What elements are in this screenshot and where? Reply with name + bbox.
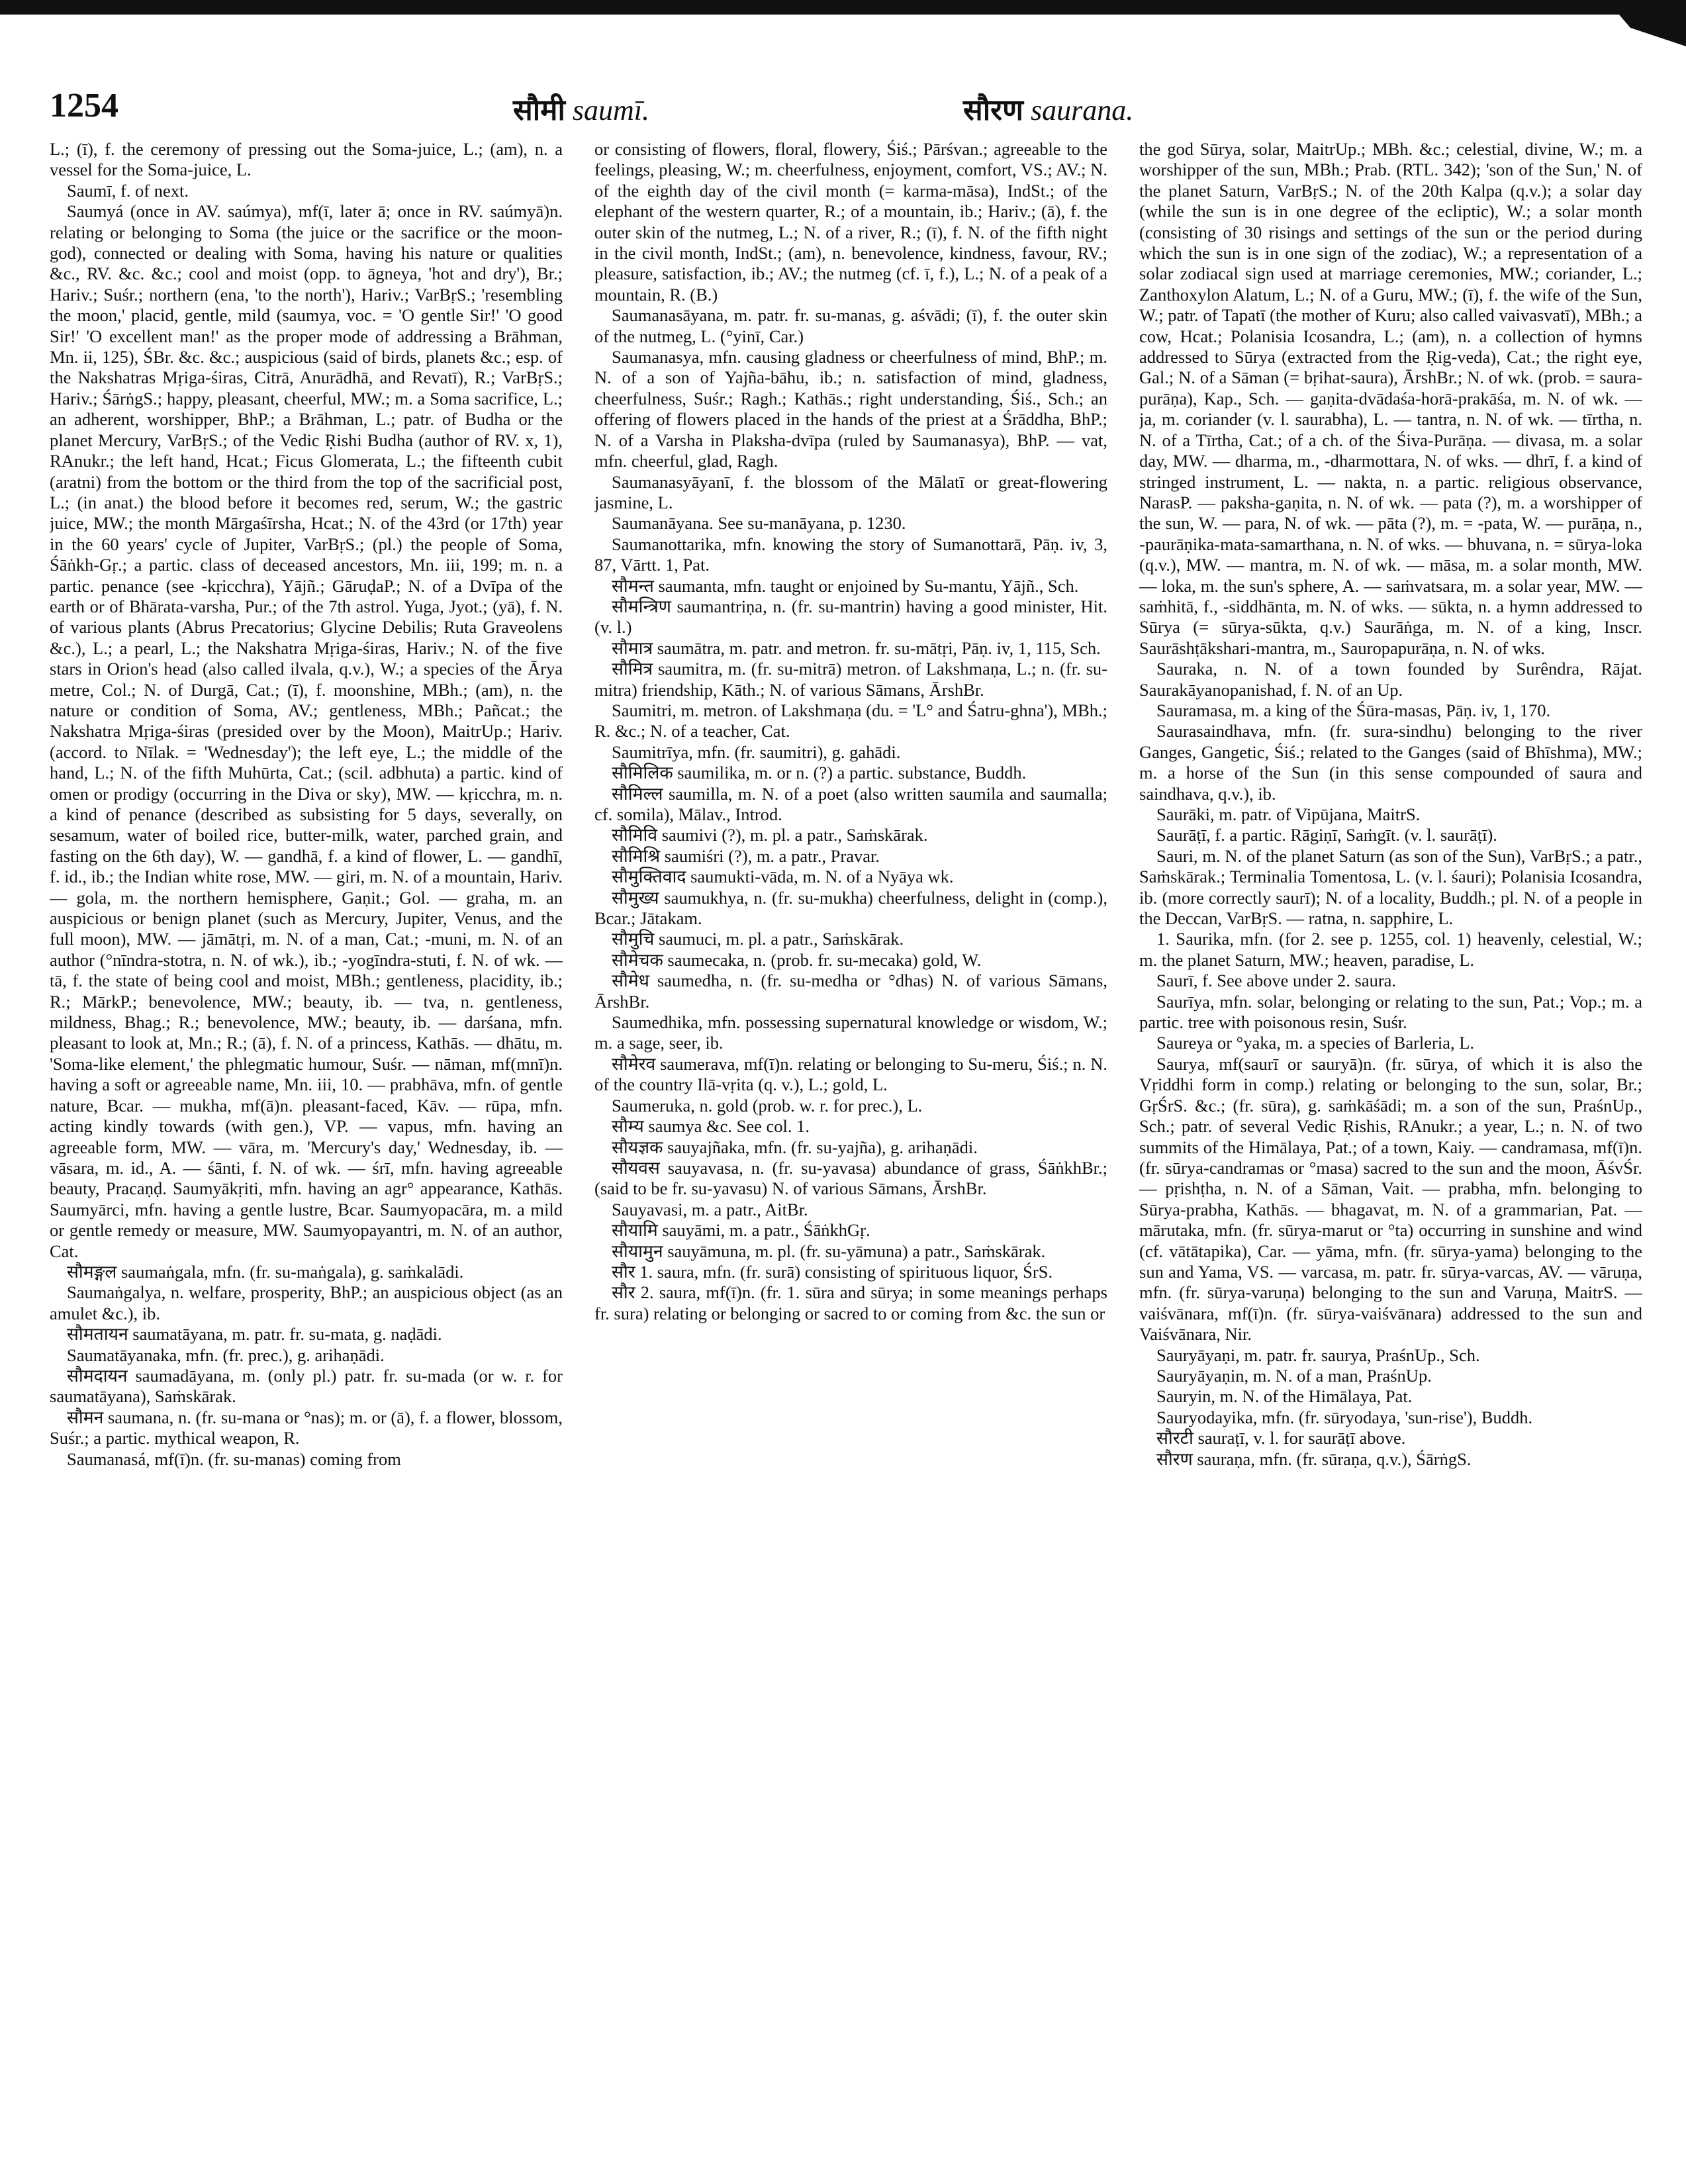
dictionary-entry: Sauraka, n. N. of a town founded by Surêndra, Rājat. Saurakāyanopanishad, f. N. of an Up. bbox=[1139, 659, 1642, 700]
dictionary-entry: सौमङ्गल saumaṅgala, mfn. (fr. su-maṅgala), g. saṁkalādi. bbox=[67, 1261, 464, 1282]
dictionary-entry: Saumanasá, mf(ī)n. (fr. su-manas) coming from bbox=[67, 1448, 401, 1469]
dictionary-entry: Sauryāyaṇi, m. patr. fr. saurya, PraśnUp., Sch. bbox=[1156, 1345, 1480, 1365]
dictionary-entry: Sauramasa, m. a king of the Śūra-masas, Pāṇ. iv, 1, 170. bbox=[1156, 700, 1551, 720]
dictionary-entry: Sauri, m. N. of the planet Saturn (as son of the Sun), VarBṛS.; a patr., Saṁskārak.; Terminalia Tomentosa, L. (v. l. śauri); Polanisia Icosandra, ib. (more correctly saurī); N. of a locality, Buddh.; pl. N. of a people in the Deccan, VarBṛS. — ratna, n. sapphire, L. bbox=[1139, 845, 1642, 929]
dictionary-entry: Saurāṭī, f. a partic. Rāgiṇī, Saṁgīt. (v. l. saurāṭī). bbox=[1156, 825, 1497, 845]
dictionary-entry: सौर 2. saura, mf(ī)n. (fr. 1. sūra and sūrya; in some meanings perhaps fr. sura) relating or belonging or sacred to or coming from &c. the sun or bbox=[594, 1282, 1107, 1323]
dictionary-entry: सौमतायन saumatāyana, m. patr. fr. su-mata, g. naḍādi. bbox=[67, 1324, 442, 1345]
dictionary-entry: Saurī, f. See above under 2. saura. bbox=[1156, 971, 1397, 991]
dictionary-entry: the god Sūrya, solar, MaitrUp.; MBh. &c.; celestial, divine, W.; m. a worshipper of the sun, MBh.; Prab. (RTL. 342); 'son of the Sun,' N. of the planet Saturn, VarBṛS.; N. of the 20th Kalpa (q.v.); a solar day (while the sun is in one degree of the ecliptic), W.; a solar month (consisting of 30 risings and settings of the sun or the period during which the sun is in one sign of the zodiac), W.; a representation of a solar zodiacal sign used at marriage ceremonies, MW.; coriander, L.; Zanthoxylon Alatum, L.; N. of a Guru, MW.; (ī), f. the wife of the Sun, W.; patr. of Tapatī (the mother of Kuru; also called vaivasvatī), MBh.; a cow, Hcat.; Polanisia Icosandra, L.; (am), n. a collection of hymns addressed to Sūrya (extracted from the Ṛig-veda), Cat.; the right eye, Gal.; N. of a Sāman (= bṛihat-saura), ĀrshBr.; N. of wk. (prob. = saura-purāṇa), Kap., Sch. — gaṇita-dvādaśa-horā-prakāśa, m. N. of wk. — ja, m. coriander (v. l. saurabha), L. — tantra, n. N. of wk. — tīrtha, n. N. of a Tīrtha, Cat.; of a ch. of the Śiva-Purāṇa. — divasa, m. a solar day, MW. — dharma, m., -dharmottara, N. of wks. — dhrī, f. a kind of stringed instrument, L. — nakta, n. a partic. religious observance, NarasP. — paksha-gaṇita, n. N. of wk. — pata (?), m. a worshipper of the sun, W. — para, N. of wk. — pāta (?), m. = -pata, W. — purāṇa, n., -paurāṇika-mata-samarthana, n. N. of wks. — bhuvana, n. = sūrya-loka (q.v.), MW. — mantra, m. N. of wk. — māsa, m. a solar month, MW. — loka, m. the sun's sphere, A. — saṁvatsara, m. a solar year, MW. — saṁhitā, f., -siddhānta, m. N. of wks. — sūkta, n. a hymn addressed to Sūrya (= sūrya-sūkta, q.v.) Saurāṅga, m. N. of a king, Inscr. Saurāshṭākshari-mantra, m., Sauropapurāṇa, n. N. of wks. bbox=[1139, 139, 1642, 658]
dictionary-columns bbox=[50, 139, 1642, 2145]
dictionary-entry: सौमेचक saumecaka, n. (prob. fr. su-mecaka) gold, W. bbox=[612, 949, 982, 970]
dictionary-entry: or consisting of flowers, floral, flowery, Śiś.; Pārśvan.; agreeable to the feelings, pleasing, W.; m. cheerfulness, enjoyment, comfort, VS.; AV.; N. of the eighth day of the civil month (= karma-māsa), IndSt.; of the elephant of the western quarter, R.; of a mountain, ib.; Hariv.; (ā), f. the outer skin of the nutmeg, L.; N. of a river, R.; (ī), f. N. of the fifth night in the civil month, IndSt.; (am), n. benevolence, kindness, favour, RV.; pleasure, satisfaction, ib.; AV.; the nutmeg (cf. ī, f.), L.; N. of a peak of a mountain, R. (B.) bbox=[594, 139, 1107, 305]
dictionary-entry: Saumanottarika, mfn. knowing the story of Sumanottarā, Pāṇ. iv, 3, 87, Vārtt. 1, Pat. bbox=[594, 534, 1107, 575]
dictionary-entry: सौमुचि saumuci, m. pl. a patr., Saṁskārak. bbox=[612, 929, 904, 949]
dictionary-entry: सौमन्त saumanta, mfn. taught or enjoined by Su-mantu, Yājñ., Sch. bbox=[612, 575, 1079, 596]
dictionary-entry: सौम्य saumya &c. See col. 1. bbox=[612, 1116, 810, 1137]
column-3 bbox=[1139, 139, 1642, 2145]
right-guide-roman: saurana. bbox=[1030, 94, 1134, 126]
dictionary-entry: Sauryodayika, mfn. (fr. sūryodaya, 'sun-rise'), Buddh. bbox=[1156, 1407, 1533, 1427]
left-guide-word bbox=[513, 89, 649, 128]
dictionary-entry: सौमन saumana, n. (fr. su-mana or °nas); m. or (ā), f. a flower, blossom, Suśr.; a partic. mythical weapon, R. bbox=[50, 1407, 563, 1448]
dictionary-entry: Sauryāyaṇin, m. N. of a man, PraśnUp. bbox=[1156, 1365, 1432, 1386]
dictionary-entry: सौमेरव saumerava, mf(ī)n. relating or belonging to Su-meru, Śiś.; n. N. of the country Ilā-vṛita (q. v.), L.; gold, L. bbox=[594, 1053, 1107, 1095]
left-guide-roman: saumī. bbox=[572, 94, 649, 126]
page-number: 1254 bbox=[50, 87, 118, 124]
dictionary-entry: सौयवस sauyavasa, n. (fr. su-yavasa) abundance of grass, ŚāṅkhBr.; (said to be fr. su-yavasu) N. of various Sāmans, ĀrshBr. bbox=[594, 1157, 1107, 1199]
dictionary-entry: Saumī, f. of next. bbox=[67, 180, 189, 201]
dictionary-entry: Saumitrīya, mfn. (fr. saumitri), g. gahādi. bbox=[612, 741, 901, 762]
right-guide-word bbox=[963, 89, 1133, 128]
dictionary-entry: सौरण sauraṇa, mfn. (fr. sūraṇa, q.v.), ŚārṅgS. bbox=[1156, 1448, 1472, 1469]
dictionary-entry: Saumedhika, mfn. possessing supernatural knowledge or wisdom, W.; m. a sage, seer, ib. bbox=[594, 1012, 1107, 1053]
corner-mark bbox=[1607, 0, 1686, 46]
dictionary-entry: सौमन्त्रिण saumantriṇa, n. (fr. su-mantrin) having a good minister, Hit. (v. l.) bbox=[594, 596, 1107, 638]
dictionary-entry: Sauryin, m. N. of the Himālaya, Pat. bbox=[1156, 1386, 1413, 1407]
dictionary-entry: सौमेध saumedha, n. (fr. su-medha or °dhas) N. of various Sāmans, ĀrshBr. bbox=[594, 971, 1107, 1012]
dictionary-entry: सौमिवि saumivi (?), m. pl. a patr., Saṁskārak. bbox=[612, 825, 928, 845]
dictionary-entry: सौर 1. saura, mfn. (fr. surā) consisting of spirituous liquor, ŚrS. bbox=[612, 1261, 1053, 1282]
dictionary-entry: Saumyá (once in AV. saúmya), mf(ī, later ā; once in RV. saúmyā)n. relating or belonging to Soma (the juice or the sacrifice or the moon-god), connected or dealing with Soma, having his nature or qualities &c., RV. &c. &c.; cool and moist (opp. to āgneya, 'hot and dry'), Br.; Hariv.; Suśr.; northern (ena, 'to the north'), Hariv.; VarBṛS.; 'resembling the moon,' placid, gentle, mild (saumya, voc. = 'O gentle Sir!' 'O good Sir!' 'O excellent man!' as the proper mode of addressing a Brāhman, Mn. ii, 125), ŚBr. &c. &c.; auspicious (said of birds, planets &c.; esp. of the Nakshatras Mṛiga-śiras, Citrā, Anurādhā, and Revatī), R.; VarBṛS.; Hariv.; ŚārṅgS.; happy, pleasant, cheerful, MW.; m. a Soma sacrifice, L.; an adherent, worshipper, BhP.; a Brāhman, L.; patr. of Budha or the planet Mercury, VarBṛS.; of the Vedic Ṛishi Budha (author of RV. x, 1), RAnukr.; the left hand, Hcat.; Ficus Glomerata, L.; the fifteenth cubit (aratni) from the bottom or the third from the top of the sacrificial post, L.; (in anat.) the blood before it becomes red, serum, W.; the gastric juice, MW.; the month Mārgaśīrsha, Hcat.; N. of the 43rd (or 17th) year in the 60 years' cycle of Jupiter, VarBṛS.; (pl.) the people of Soma, Śāṅkh-Gṛ.; a partic. class of deceased ancestors, Mn. iii, 199; m. n. a partic. penance (see -kṛicchra), Yājñ.; GāruḍaP.; N. of a Dvīpa of the earth or of Bhārata-varsha, Pur.; of the 7th astrol. Yuga, Jyot.; (yā), f. N. of various plants (Abrus Precatorius; Glycine Debilis; Ruta Graveolens &c.), L.; a pearl, L.; the Nakshatra Mṛiga-śiras, Hariv.; N. of the five stars in Orion's head (also called ilvala, q.v.), W.; a species of the Ārya metre, Col.; N. of Durgā, Cat.; (ī), f. moonshine, MBh.; (am), n. the nature or condition of Soma, AV.; gentleness, MBh.; Pañcat.; the Nakshatra Mṛiga-śiras (presided over by the Moon), MaitrUp.; Hariv. (accord. to Nīlak. = 'Wednesday'); the left eye, L.; the middle of the hand, L.; N. of the fifth Muhūrta, Cat.; (scil. adbhuta) a partic. kind of omen or prodigy (occurring in the Diva or sky), MW. — kṛicchra, m. n. a kind of penance (described as subsisting for 5 days, severally, on sesamum, water of boiled rice, butter-milk, water, parched grain, and fasting on the 6th day), W. — gandhā, f. a kind of flower, L. — gandhī, f. id., ib.; the Indian white rose, MW. — giri, m. N. of a mountain, Hariv. — gola, m. the northern hemisphere, Gaṇit.; Gol. — graha, m. an auspicious or benign planet (such as Mercury, Jupiter, Venus, and the full moon), MW. — jāmātṛi, m. N. of a man, Cat.; -muni, m. N. of an author (°nīndra-stotra, n. N. of wk.), ib.; -yogīndra-stuti, f. N. of wk. — tā, f. the state of being cool and moist, MBh.; gentleness, placidity, ib.; R.; MārkP.; benevolence, MW.; beauty, ib. — tva, n. gentleness, mildness, Bhag.; R.; benevolence, MW.; beauty, ib. — darśana, mfn. pleasant to look at, Mn.; R.; (ā), f. N. of a princess, Kathās. — dhātu, m. 'Soma-like element,' the phlegmatic humour, Suśr. — nāman, mf(mnī)n. having a soft or agreeable name, Mn. iii, 10. — prabhāva, mfn. of gentle nature, Bcar. — mukha, mf(ā)n. pleasant-faced, Kāv. — rūpa, mfn. acting kindly towards (with gen.), VP. — vapus, mfn. having an agreeable form, MW. — vāra, m. 'Mercury's day,' Wednesday, ib. — vāsara, m. id., A. — śānti, f. N. of wk. — śrī, mfn. having agreeable beauty, Pracaṇḍ. Saumyākṛiti, mfn. having an agr° appearance, Kathās. Saumyārci, mfn. having a gentle lustre, Bcar. Saumyopacāra, m. a mild or gentle remedy or measure, MW. Saumyopayantri, m. N. of an author, Cat. bbox=[50, 201, 563, 1261]
dictionary-entry: Saumanasāyana, m. patr. fr. su-manas, g. aśvādi; (ī), f. the outer skin of the nutmeg, L. (°yinī, Car.) bbox=[594, 305, 1107, 346]
dictionary-entry: Saurya, mf(saurī or sauryā)n. (fr. sūrya, of which it is also the Vṛiddhi form in comp.) relating or belonging to the sun, solar, Br.; GṛŚrS. &c.; (fr. sūra), g. saṁkāśādi; m. a son of the sun, PraśnUp., Sch.; patr. of several Vedic Ṛishis, RAnukr.; a year, L.; n. N. of two summits of the Himālaya, Pat.; of a town, Kaiy. — candramasa, mf(ī)n. (fr. sūrya-candramas or °masa) sacred to the sun and the moon, ĀśvŚr. — pṛishṭha, n. N. of a Sāman, Vait. — prabha, mfn. belonging to Sūrya-prabha, Kathās. — bhagavat, m. N. of a grammarian, Pat. — mārutaka, mfn. (fr. sūrya-marut or °ta) occurring in sunshine and wind (cf. vātātapika), Car. — yāma, mfn. (fr. sūrya-yama) belonging to the sun and Yama, VS. — varcasa, m. patr. fr. sūrya-varcas, AV. — vāruṇa, mfn. (fr. sūrya-varuṇa) belonging to the sun and Varuṇa, MaitrS. — vaiśvānara, mf(ī)n. (fr. sūrya-vaiśvānara) addressed to the sun and Vaiśvānara, Nir. bbox=[1139, 1053, 1642, 1345]
right-guide-devanagari: सौरण bbox=[963, 94, 1023, 126]
dictionary-entry: सौमुख्य saumukhya, n. (fr. su-mukha) cheerfulness, delight in (comp.), Bcar.; Jātakam. bbox=[594, 887, 1107, 929]
dictionary-entry: Saumanasya, mfn. causing gladness or cheerfulness of mind, BhP.; m. N. of a son of Yajña-bāhu, ib.; n. satisfaction of mind, gladness, cheerfulness, Suśr.; Ragh.; Kathās.; right understanding, Śiś., Sch.; an offering of flowers placed in the hands of the priest at a Śrāddha, BhP.; N. of a Varsha in Plaksha-dvīpa (ruled by Saumanasya), BhP. — vat, mfn. cheerful, glad, Ragh. bbox=[594, 347, 1107, 471]
column-1 bbox=[50, 139, 563, 2145]
dictionary-entry: सौयज्ञक sauyajñaka, mfn. (fr. su-yajña), g. arihaṇādi. bbox=[612, 1137, 978, 1157]
dictionary-entry: सौमुक्तिवाद saumukti-vāda, m. N. of a Nyāya wk. bbox=[612, 867, 954, 887]
top-border-bar bbox=[0, 0, 1686, 15]
dictionary-entry: Saumatāyanaka, mfn. (fr. prec.), g. arihaṇādi. bbox=[67, 1345, 385, 1365]
column-2 bbox=[594, 139, 1107, 2145]
dictionary-entry: Saumanāyana. See su-manāyana, p. 1230. bbox=[612, 513, 906, 534]
dictionary-entry: Sauyavasi, m. a patr., AitBr. bbox=[612, 1199, 808, 1219]
dictionary-entry: Saumaṅgalya, n. welfare, prosperity, BhP.; an auspicious object (as an amulet &c.), ib. bbox=[50, 1282, 563, 1323]
dictionary-entry: सौयामि sauyāmi, m. a patr., ŚāṅkhGṛ. bbox=[612, 1220, 870, 1241]
dictionary-entry: सौयामुन sauyāmuna, m. pl. (fr. su-yāmuna) a patr., Saṁskārak. bbox=[612, 1241, 1046, 1261]
dictionary-entry: सौमिल्ल saumilla, m. N. of a poet (also written saumila and saumalla; cf. somila), Mālav., Introd. bbox=[594, 783, 1107, 824]
dictionary-entry: सौमात्र saumātra, m. patr. and metron. fr. su-mātṛi, Pāṇ. iv, 1, 115, Sch. bbox=[612, 638, 1101, 658]
dictionary-entry: Saureya or °yaka, m. a species of Barleria, L. bbox=[1156, 1033, 1475, 1053]
dictionary-entry: सौमित्र saumitra, m. (fr. su-mitrā) metron. of Lakshmaṇa, L.; n. (fr. su-mitra) friendship, Kāth.; N. of various Sāmans, ĀrshBr. bbox=[594, 659, 1107, 700]
dictionary-entry: Saumeruka, n. gold (prob. w. r. for prec.), L. bbox=[612, 1095, 923, 1116]
dictionary-entry: सौरटी sauraṭī, v. l. for saurāṭī above. bbox=[1156, 1428, 1406, 1448]
dictionary-entry: सौमिलिक saumilika, m. or n. (?) a partic. substance, Buddh. bbox=[612, 763, 1027, 783]
dictionary-entry: Saumitri, m. metron. of Lakshmaṇa (du. = 'L° and Śatru-ghna'), MBh.; R. &c.; N. of a teacher, Cat. bbox=[594, 700, 1107, 741]
dictionary-entry: Saurīya, mfn. solar, belonging or relating to the sun, Pat.; Vop.; m. a partic. tree with poisonous resin, Suśr. bbox=[1139, 991, 1642, 1033]
dictionary-entry: Saurāki, m. patr. of Vipūjana, MaitrS. bbox=[1156, 804, 1421, 824]
dictionary-entry: 1. Saurika, mfn. (for 2. see p. 1255, col. 1) heavenly, celestial, W.; m. the planet Saturn, MW.; heaven, paradise, L. bbox=[1139, 929, 1642, 970]
dictionary-entry: सौमदायन saumadāyana, m. (only pl.) patr. fr. su-mada (or w. r. for saumatāyana), Saṁskārak. bbox=[50, 1365, 563, 1407]
left-guide-devanagari: सौमी bbox=[513, 94, 565, 126]
dictionary-entry: Saurasaindhava, mfn. (fr. sura-sindhu) belonging to the river Ganges, Gangetic, Śiś.; related to the Ganges (said of Bhīshma), MW.; m. a horse of the Sun (in this sense compounded of saura and saindhava, q.v.), ib. bbox=[1139, 721, 1642, 804]
dictionary-entry: L.; (ī), f. the ceremony of pressing out the Soma-juice, L.; (am), n. a vessel for the Soma-juice, L. bbox=[50, 139, 563, 180]
dictionary-entry: Saumanasyāyanī, f. the blossom of the Mālatī or great-flowering jasmine, L. bbox=[594, 471, 1107, 512]
page-header bbox=[50, 86, 1638, 132]
dictionary-entry: सौमिश्रि saumiśri (?), m. a patr., Pravar. bbox=[612, 845, 880, 866]
